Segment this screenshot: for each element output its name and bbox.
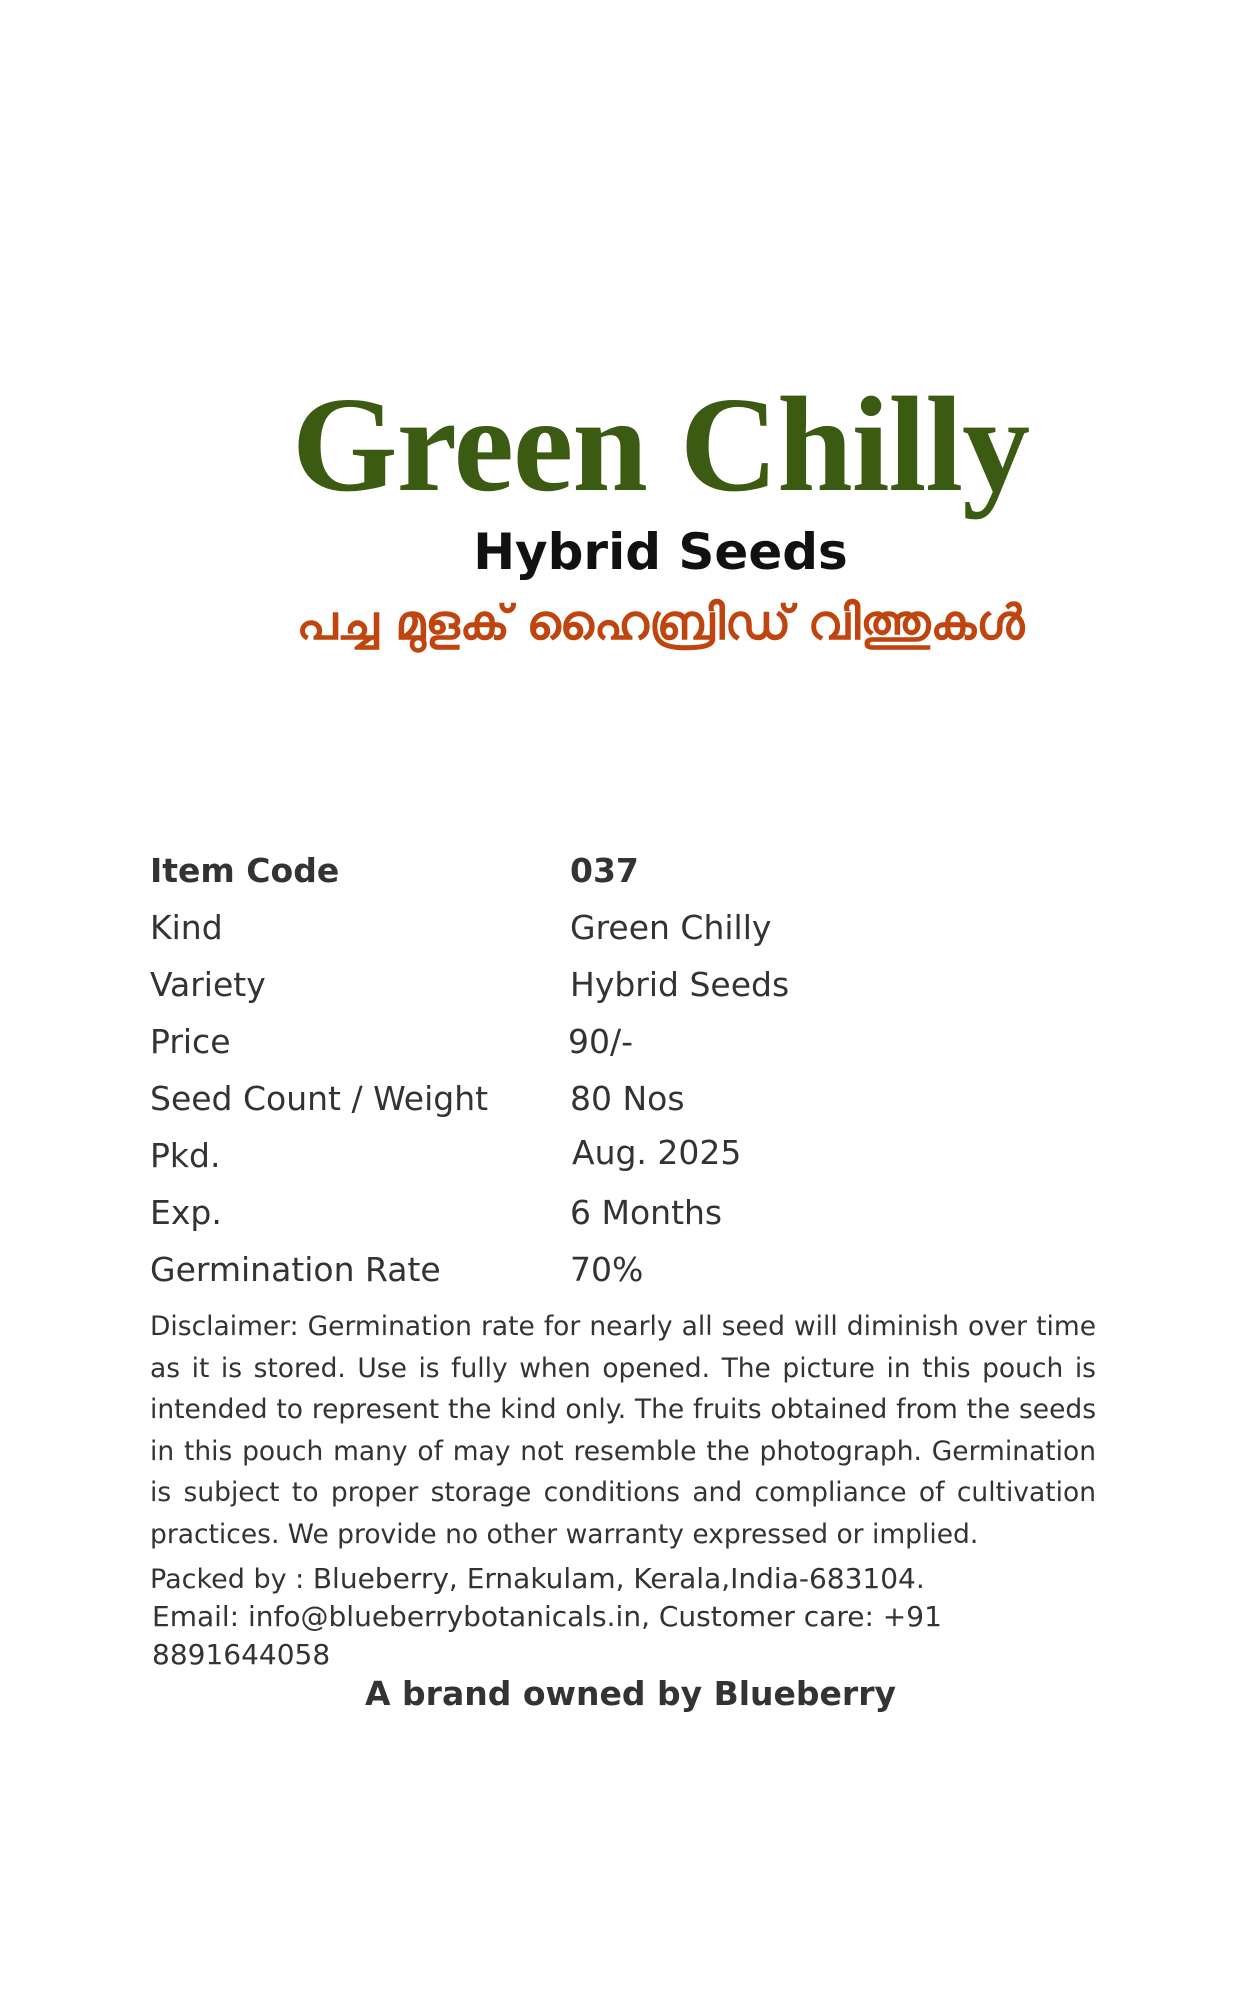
- spec-value: Hybrid Seeds: [570, 965, 790, 1004]
- spec-value: 80 Nos: [570, 1079, 685, 1118]
- product-title: Green Chilly: [291, 370, 1030, 520]
- spec-row-packed: [150, 1127, 1110, 1184]
- spec-label: Pkd.: [150, 1136, 221, 1175]
- spec-row-variety: [150, 956, 1110, 1013]
- spec-value: 037: [570, 851, 639, 890]
- spec-label: Price: [150, 1022, 231, 1061]
- spec-value: Green Chilly: [570, 908, 772, 947]
- spec-row-price: [150, 1013, 1110, 1070]
- spec-value: 90/-: [568, 1022, 634, 1061]
- spec-label: Item Code: [150, 851, 340, 890]
- spec-value: Aug. 2025: [572, 1133, 742, 1172]
- spec-row-germination: [150, 1241, 1110, 1298]
- disclaimer-text: Disclaimer: Germination rate for nearly all seed will diminish over time as it is stored. Use is fully when opened. The picture in this pouch is intended to represent the kind only. The fruits obtained from the seeds in this pouch many of may not resemble the photograph. Germination is subject to proper storage conditions and compliance of cultivation practices. We provide no other warranty expressed or implied.: [150, 1311, 1096, 1550]
- spec-row-expiry: [150, 1184, 1110, 1241]
- spec-label: Exp.: [150, 1193, 222, 1232]
- brand-line: A brand owned by Blueberry: [365, 1674, 896, 1713]
- spec-row-seed-count: [150, 1070, 1110, 1127]
- contact-line: Email: info@blueberrybotanicals.in, Customer care: +91 8891644058: [152, 1600, 942, 1671]
- spec-label: Kind: [150, 908, 223, 947]
- packed-by: [150, 1560, 1110, 1599]
- spec-row-kind: [150, 899, 1110, 956]
- spec-label: Variety: [150, 965, 266, 1004]
- spec-table: [150, 842, 1110, 1298]
- spec-label: Seed Count / Weight: [150, 1079, 489, 1118]
- packed-by-label: Packed by :: [150, 1564, 313, 1595]
- malayalam-title: പച്ച മുളക് ഹൈബ്രിഡ് വിത്തുകൾ: [296, 595, 1025, 651]
- spec-value: 70%: [570, 1250, 644, 1289]
- packed-by-address: Blueberry, Ernakulam, Kerala,India-683104.: [312, 1562, 925, 1595]
- spec-row-item-code: [150, 842, 1110, 899]
- spec-value: 6 Months: [570, 1193, 723, 1232]
- product-subtitle: Hybrid Seeds: [473, 523, 848, 581]
- spec-label: Germination Rate: [150, 1250, 441, 1289]
